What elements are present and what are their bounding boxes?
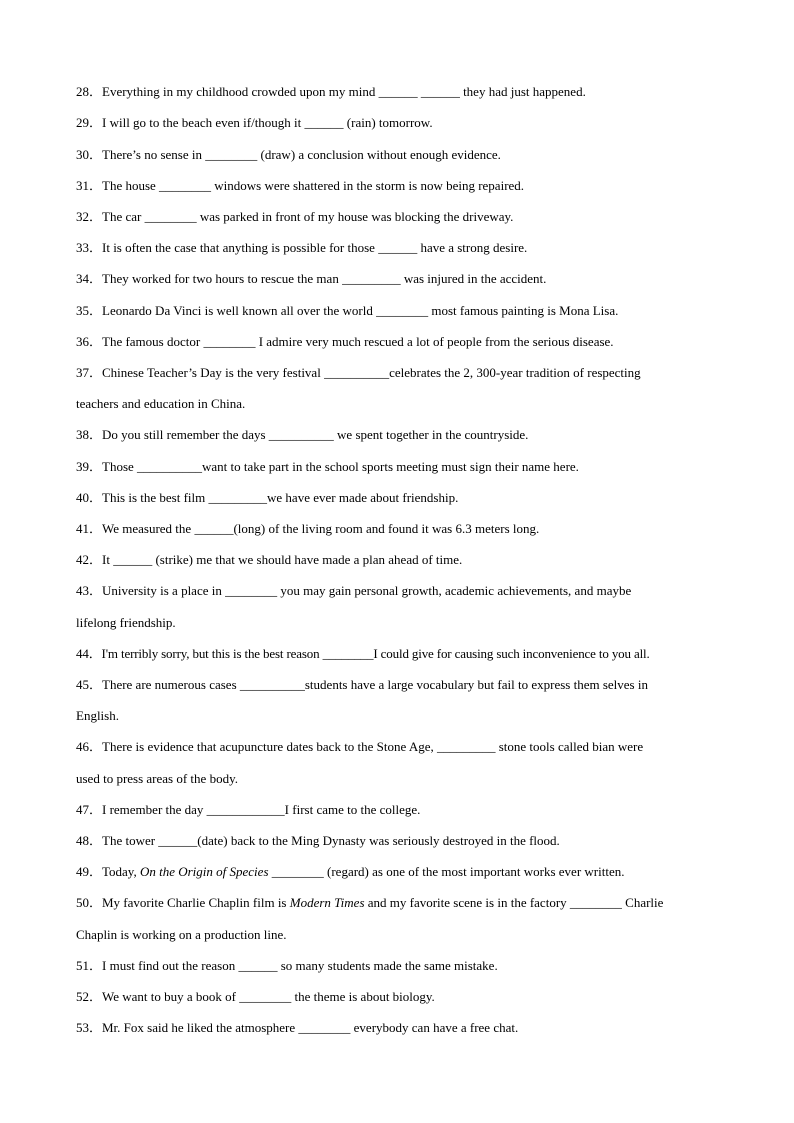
question-40: 40．This is the best film _________we have ever made about friendship. [76,490,459,505]
question-46-continued: used to press areas of the body. [76,771,238,786]
question-48: 48．The tower ______(date) back to the Ming Dynasty was seriously destroyed in the flood. [76,833,560,848]
question-44: 44．I'm terribly sorry, but this is the best reason ________I could give for causing such inconvenience to you all. [76,646,650,661]
question-35: 35．Leonardo Da Vinci is well known all over the world ________ most famous painting is Mona Lisa. [76,303,619,318]
question-49 [76,864,726,879]
question-52: 52．We want to buy a book of ________ the theme is about biology. [76,989,435,1004]
question-50-end: and my favorite scene is in the factory ________ Charlie [364,895,664,910]
question-49-start: 49．Today, [76,864,140,879]
question-30: 30．There’s no sense in ________ (draw) a conclusion without enough evidence. [76,147,501,162]
question-45-continued: English. [76,708,119,723]
question-50 [76,895,726,910]
question-53: 53．Mr. Fox said he liked the atmosphere ________ everybody can have a free chat. [76,1020,519,1035]
question-45: 45．There are numerous cases __________students have a large vocabulary but fail to express them selves in [76,677,648,692]
question-42: 42．It ______ (strike) me that we should have made a plan ahead of time. [76,552,463,567]
question-32: 32．The car ________ was parked in front of my house was blocking the driveway. [76,209,514,224]
question-46: 46．There is evidence that acupuncture dates back to the Stone Age, _________ stone tools called bian were [76,739,644,754]
question-47: 47．I remember the day ____________I first came to the college. [76,802,421,817]
question-38: 38．Do you still remember the days __________ we spent together in the countryside. [76,427,529,442]
question-36: 36．The famous doctor ________ I admire very much rescued a lot of people from the serious disease. [76,334,614,349]
question-49-end: ________ (regard) as one of the most important works ever written. [268,864,625,879]
question-37: 37．Chinese Teacher’s Day is the very festival __________celebrates the 2, 300-year tradition of respecting [76,365,641,380]
question-50-film-title: Modern Times [289,895,365,910]
question-37-continued: teachers and education in China. [76,396,246,411]
question-50-continued: Chaplin is working on a production line. [76,927,287,942]
question-41: 41．We measured the ______(long) of the living room and found it was 6.3 meters long. [76,521,540,536]
question-34: 34．They worked for two hours to rescue the man _________ was injured in the accident. [76,271,547,286]
question-49-book-title: On the Origin of Species [139,864,269,879]
question-43: 43．University is a place in ________ you may gain personal growth, academic achievements, and maybe [76,583,632,598]
question-50-start: 50．My favorite Charlie Chaplin film is [76,895,290,910]
question-39: 39．Those __________want to take part in the school sports meeting must sign their name here. [76,459,579,474]
question-51: 51．I must find out the reason ______ so many students made the same mistake. [76,958,498,973]
question-31: 31．The house ________ windows were shattered in the storm is now being repaired. [76,178,525,193]
question-29: 29．I will go to the beach even if/though it ______ (rain) tomorrow. [76,115,433,130]
question-28: 28．Everything in my childhood crowded upon my mind ______ ______ they had just happened. [76,84,586,99]
question-43-continued: lifelong friendship. [76,615,176,630]
question-33: 33．It is often the case that anything is possible for those ______ have a strong desire. [76,240,528,255]
